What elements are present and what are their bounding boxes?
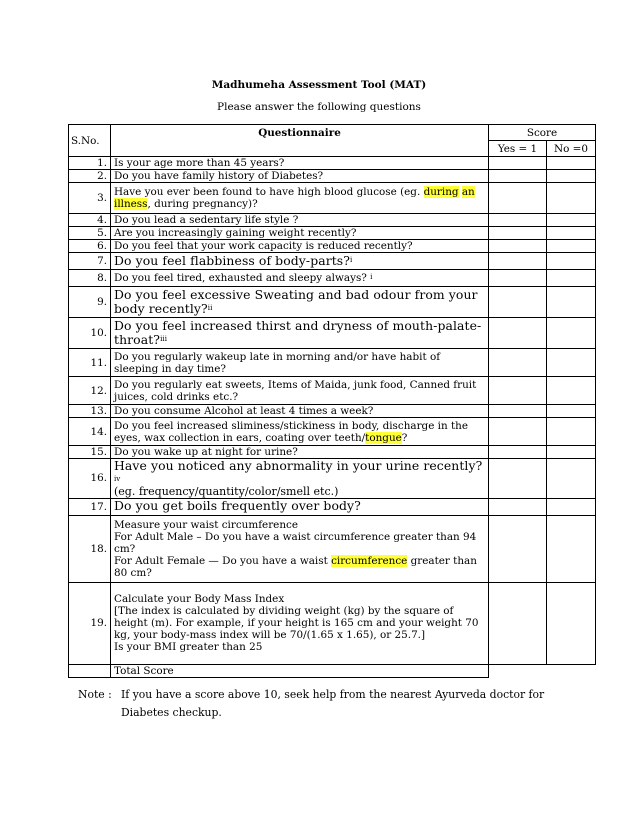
row-number: 2. (69, 170, 111, 183)
header-questionnaire-label: Questionnaire (258, 127, 341, 139)
question-line: For Adult Male – Do you have a waist circumference greater than 94 cm? (114, 530, 477, 555)
header-questionnaire (111, 125, 489, 157)
yes-score-cell[interactable] (489, 582, 547, 664)
row-number: 5. (69, 227, 111, 240)
row-number: 19. (69, 582, 111, 664)
yes-score-cell[interactable] (489, 270, 547, 287)
table-row (69, 498, 596, 515)
yes-score-cell[interactable] (489, 498, 547, 515)
yes-score-cell[interactable] (489, 183, 547, 214)
question-text: Do you regularly wakeup late in morning and/or have habit of sleeping in day time? (111, 349, 489, 377)
row-number: 11. (69, 349, 111, 377)
question-line: For Adult Female — Do you have a waist (114, 554, 332, 567)
table-row (69, 405, 596, 418)
no-score-cell[interactable] (547, 515, 596, 582)
yes-score-cell[interactable] (489, 377, 547, 405)
yes-score-cell[interactable] (489, 170, 547, 183)
header-score: Score (489, 125, 596, 141)
no-score-cell[interactable] (547, 418, 596, 446)
footnote-marker: iii (160, 335, 168, 343)
row-number: 13. (69, 405, 111, 418)
yes-score-cell[interactable] (489, 227, 547, 240)
question-text: Do you have family history of Diabetes? (111, 170, 489, 183)
no-score-cell[interactable] (547, 240, 596, 253)
question-text (111, 253, 489, 270)
question-text: Do you consume Alcohol at least 4 times a week? (111, 405, 489, 418)
table-row (69, 240, 596, 253)
question-text-part: Do you feel flabbiness of body-parts? (114, 252, 351, 268)
question-text: Do you wake up at night for urine? (111, 446, 489, 459)
row-number: 16. (69, 459, 111, 499)
note-label: Note : (78, 688, 112, 701)
question-text-part: Do you feel increased thirst and dryness of mouth-palate-throat? (114, 317, 482, 347)
no-score-cell[interactable] (547, 377, 596, 405)
yes-score-cell[interactable] (489, 214, 547, 227)
row-number: 1. (69, 157, 111, 170)
question-text-part: Do you feel excessive Sweating and bad odour from your body recently? (114, 286, 478, 316)
header-yes: Yes = 1 (489, 141, 547, 157)
highlighted-text: during (423, 186, 459, 198)
no-score-cell[interactable] (547, 287, 596, 318)
table-row (69, 214, 596, 227)
no-score-cell[interactable] (547, 459, 596, 499)
yes-score-cell[interactable] (489, 405, 547, 418)
table-row (69, 270, 596, 287)
footnote-marker: i (350, 255, 353, 264)
question-text-part: Do you feel increased sliminess/stickiness in body, discharge in the eyes, wax collection in ears, coating over teeth/ (114, 419, 468, 444)
table-row (69, 582, 596, 664)
row-number: 17. (69, 498, 111, 515)
no-score-cell[interactable] (547, 214, 596, 227)
question-text-part: (eg. frequency/quantity/color/smell etc.) (114, 484, 339, 498)
question-text (111, 270, 489, 287)
no-score-cell[interactable] (547, 270, 596, 287)
no-score-cell[interactable] (547, 405, 596, 418)
header-sno: S.No. (69, 125, 111, 157)
question-text: Are you increasingly gaining weight recently? (111, 227, 489, 240)
yes-score-cell[interactable] (489, 418, 547, 446)
no-score-cell[interactable] (547, 582, 596, 664)
yes-score-cell[interactable] (489, 515, 547, 582)
row-number: 14. (69, 418, 111, 446)
question-text-part: ? (401, 431, 408, 444)
document-subtitle: Please answer the following questions (217, 101, 421, 113)
question-line: greater than 80 cm? (114, 554, 477, 579)
note-text: If you have a score above 10, seek help from the nearest Ayurveda doctor for Diabetes checkup. (121, 688, 545, 719)
question-text (111, 287, 489, 318)
no-score-cell[interactable] (547, 446, 596, 459)
question-text-part: Do you feel tired, exhausted and sleepy always? (114, 272, 367, 284)
row-number: 8. (69, 270, 111, 287)
header-no: No =0 (547, 141, 596, 157)
highlighted-text: circumference (331, 554, 408, 567)
table-row (69, 418, 596, 446)
question-text: Is your age more than 45 years? (111, 157, 489, 170)
footnote-marker: iv (114, 474, 121, 483)
question-line: Measure your waist circumference (114, 518, 298, 531)
row-number: 10. (69, 318, 111, 349)
row-number: 4. (69, 214, 111, 227)
question-text: Do you lead a sedentary life style ? (111, 214, 489, 227)
yes-score-cell[interactable] (489, 240, 547, 253)
question-text (111, 459, 489, 499)
table-row (69, 227, 596, 240)
question-line: [The index is calculated by dividing weight (kg) by the square of height (m). For example, if your height is 165 cm and your weight 70 kg, your body-mass index will be 70/(1.65 x 1.65), or 25.7.] (114, 605, 479, 641)
row-number: 7. (69, 253, 111, 270)
question-text (111, 515, 489, 582)
question-text (111, 318, 489, 349)
yes-score-cell[interactable] (489, 459, 547, 499)
yes-score-cell[interactable] (489, 287, 547, 318)
row-number: 18. (69, 515, 111, 582)
table-row (69, 459, 596, 499)
yes-score-cell[interactable] (489, 253, 547, 270)
yes-score-cell[interactable] (489, 157, 547, 170)
assessment-table (68, 124, 596, 678)
total-score-row (69, 664, 596, 677)
row-number: 12. (69, 377, 111, 405)
table-row (69, 377, 596, 405)
row-number: 3. (69, 183, 111, 214)
question-line: Calculate your Body Mass Index (114, 593, 285, 605)
table-row (69, 253, 596, 270)
no-score-cell[interactable] (547, 170, 596, 183)
question-text-part: Have you noticed any abnormality in your urine recently? (114, 458, 483, 473)
footnote-marker: i (370, 273, 373, 281)
footnote-marker: ii (207, 304, 213, 312)
document-title: Madhumeha Assessment Tool (MAT) (211, 79, 427, 91)
question-text: Do you get boils frequently over body? (111, 498, 489, 515)
question-text-part: Have you ever been found to have high blood glucose (eg. (114, 186, 424, 198)
question-text-part: , during pregnancy)? (147, 198, 258, 210)
highlighted-text: an illness (114, 186, 475, 210)
table-row (69, 349, 596, 377)
no-score-cell[interactable] (547, 253, 596, 270)
yes-score-cell[interactable] (489, 318, 547, 349)
total-score-value-cell[interactable] (489, 664, 596, 677)
total-score-label: Total Score (111, 664, 489, 677)
table-row (69, 515, 596, 582)
table-header-row (69, 125, 596, 141)
question-text (111, 418, 489, 446)
yes-score-cell[interactable] (489, 349, 547, 377)
no-score-cell[interactable] (547, 183, 596, 214)
no-score-cell[interactable] (547, 318, 596, 349)
question-text (111, 183, 489, 214)
table-row (69, 157, 596, 170)
row-number: 6. (69, 240, 111, 253)
table-row (69, 183, 596, 214)
table-row (69, 446, 596, 459)
no-score-cell[interactable] (547, 157, 596, 170)
highlighted-text: tongue (365, 431, 402, 444)
no-score-cell[interactable] (547, 498, 596, 515)
no-score-cell[interactable] (547, 349, 596, 377)
question-text: Do you feel that your work capacity is reduced recently? (111, 240, 489, 253)
question-text (111, 582, 489, 664)
no-score-cell[interactable] (547, 227, 596, 240)
question-line: Is your BMI greater than 25 (114, 641, 263, 653)
yes-score-cell[interactable] (489, 446, 547, 459)
total-score-blank (69, 664, 111, 677)
table-row (69, 287, 596, 318)
row-number: 9. (69, 287, 111, 318)
question-text: Do you regularly eat sweets, Items of Maida, junk food, Canned fruit juices, cold drinks etc.? (111, 377, 489, 405)
table-row (69, 318, 596, 349)
table-row (69, 170, 596, 183)
row-number: 15. (69, 446, 111, 459)
